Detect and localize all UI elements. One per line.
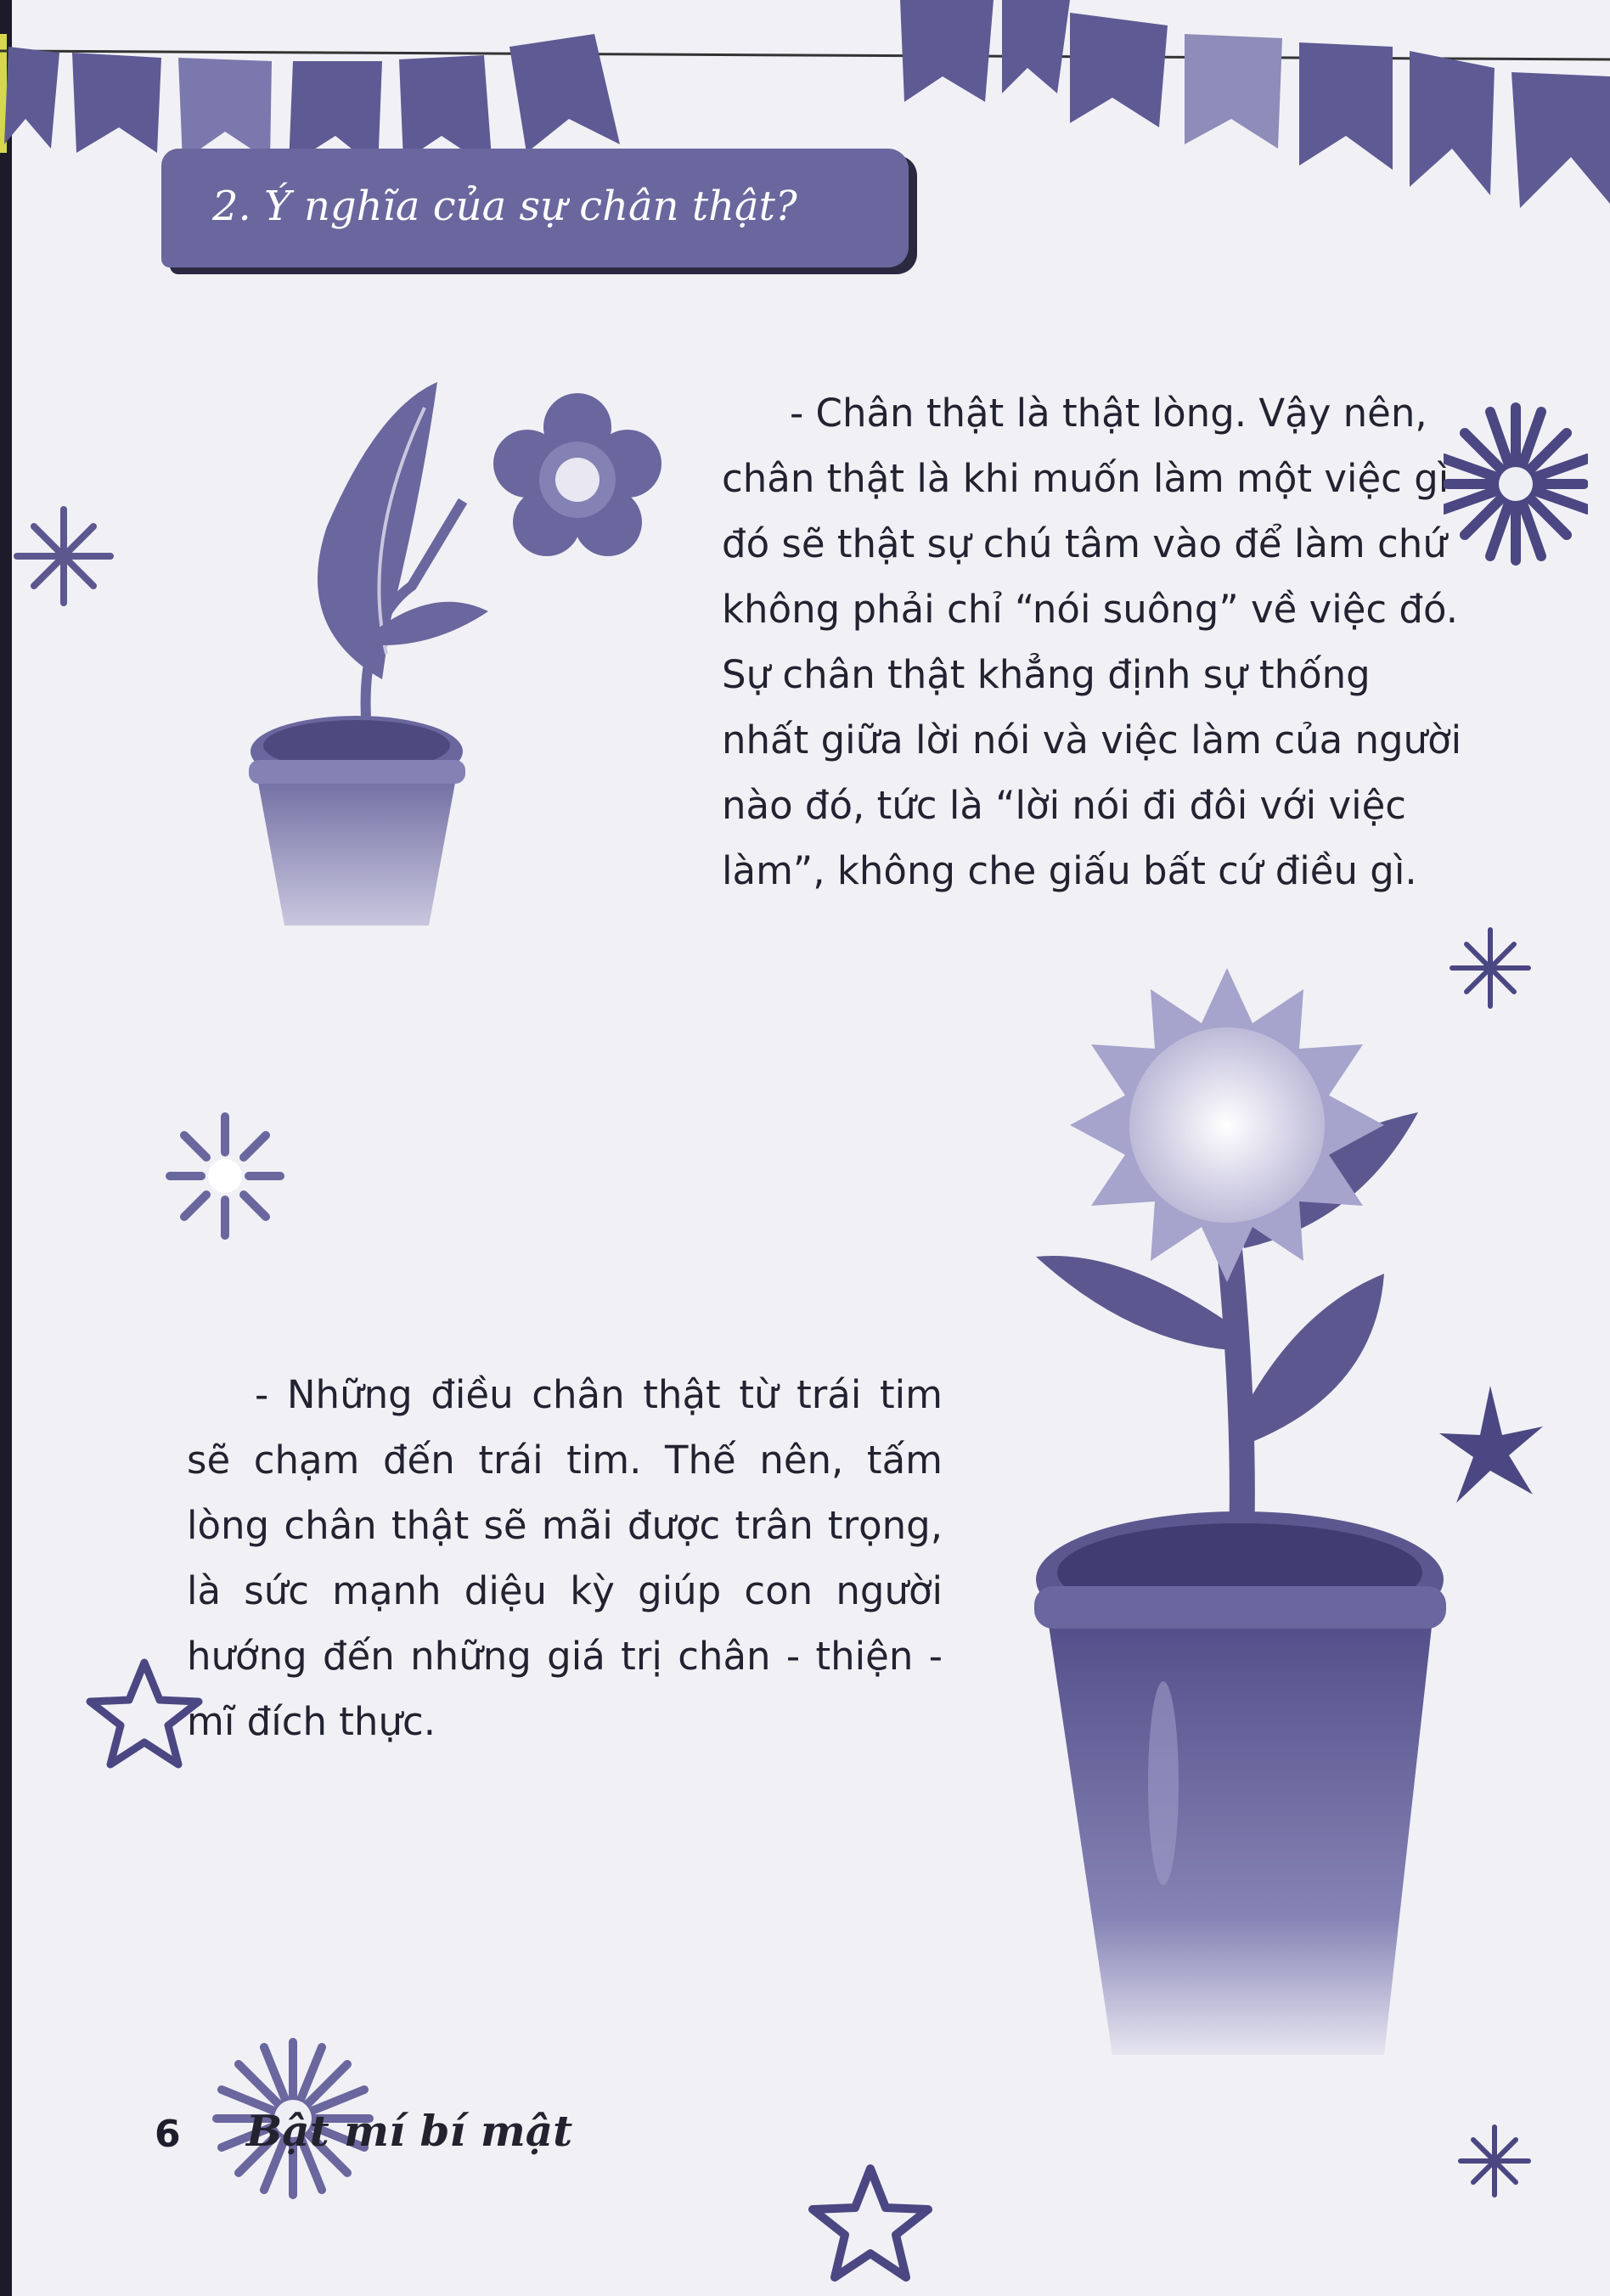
drawn-star-icon	[85, 1656, 204, 1775]
section-title: 2. Ý nghĩa của sự chân thật?	[212, 183, 797, 230]
star-burst-icon	[1435, 1384, 1545, 1520]
page-number: 6	[155, 2113, 181, 2156]
sparkle-sun-icon	[166, 1112, 284, 1240]
starburst-icon	[1444, 399, 1588, 569]
drawn-star-icon	[807, 2161, 934, 2288]
paragraph-1: - Chân thật là thật lòng. Vậy nên, chân thật là khi muốn làm một việc gì đó sẽ thật sự chú tâm vào để làm chứ không phải chỉ “nói suông” về việc đó. Sự chân thật khẳng định sự thống nhất giữa lời nói và việc làm của người nào đó, tức là “lời nói đi đôi với việc làm”, không che giấu bất cứ điều gì.	[722, 391, 1462, 893]
page-edge	[0, 0, 12, 2296]
sparkle-icon	[8, 501, 119, 611]
paragraph-2: - Những điều chân thật từ trái tim sẽ chạm đến trái tim. Thế nên, tấm lòng chân thật sẽ mãi được trân trọng, là sức mạnh diệu kỳ giúp con người hướng đến những giá trị chân - thiện - mĩ đích thực.	[187, 1372, 943, 1744]
flower-pot-illustration	[242, 374, 684, 934]
section-title-banner	[161, 149, 909, 267]
sparkle-icon	[1456, 2123, 1533, 2199]
sparkle-icon	[1448, 926, 1533, 1010]
sunflower-pot-illustration	[1019, 968, 1478, 2063]
book-title: Bật mí bí mật	[246, 2106, 573, 2156]
